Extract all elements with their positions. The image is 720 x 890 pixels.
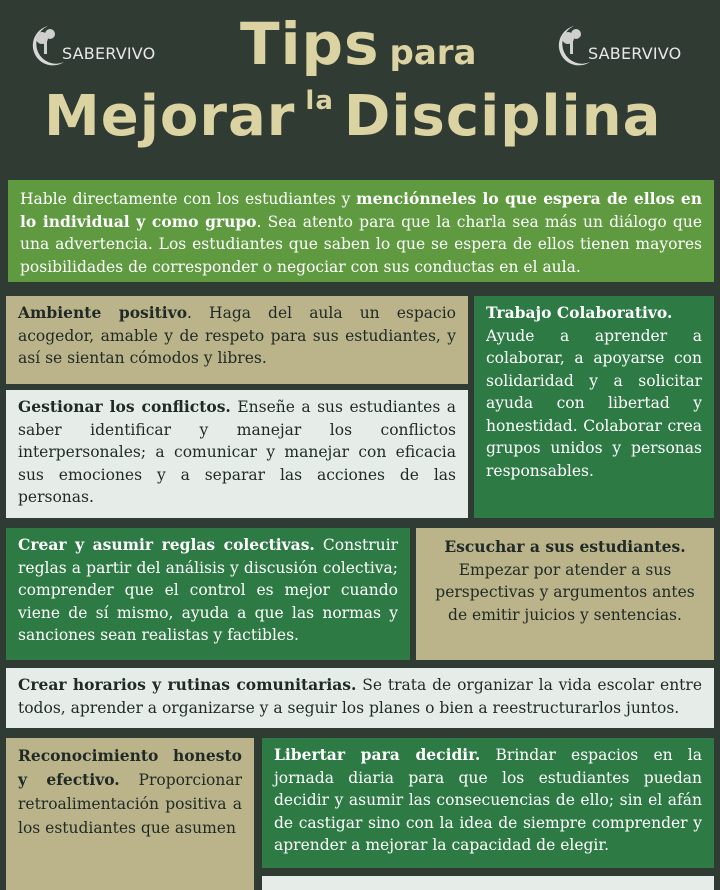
tip-horarios-text: Se trata de organizar la vida escolar entre todos, aprender a organizarse y a seguir los planes o bien a reestructurarlos juntos.	[18, 676, 702, 717]
logo-text: SABERVIVO	[62, 44, 156, 63]
tip-reconocimiento-text: Proporcionar retroalimentación positiva a los estudiantes que asumen	[18, 771, 242, 837]
tip-escuchar	[416, 528, 714, 660]
logo-left	[28, 22, 178, 82]
tip-escuchar-title: Escuchar a sus estudiantes.	[444, 537, 686, 556]
logo-text: SABERVIVO	[588, 44, 682, 63]
page-title-line2	[44, 84, 661, 149]
intro-text-post: . Sea atento para que la charla sea más un diálogo que una advertencia. Los estudiantes que saben lo que se espera de ellos tienen mayores posibilidades de corresponder o negociar con sus conductas en el aula.	[20, 212, 702, 276]
tip-conflictos-text: Enseñe a sus estudiantes a saber identificar y manejar los conflictos interpersonales; a comunicar y manejar con eficacia sus emociones y a separar las acciones de las personas.	[18, 398, 457, 506]
logo-right	[554, 22, 704, 82]
tip-reglas-text: Construir reglas a partir del análisis y discusión colectiva; comprender que el control es mejor cuando viene de sí mismo, ayuda a que las normas y sanciones sean realistas y factibles.	[18, 536, 399, 644]
tip-trabajo-title: Trabajo Colaborativo.	[486, 303, 673, 322]
intro-box	[6, 178, 716, 284]
tip-escuchar-text: Empezar por atender a sus perspectivas y argumentos antes de emitir juicios y sentencias.	[435, 560, 695, 624]
tip-reglas-title: Crear y asumir reglas colectivas.	[18, 535, 315, 554]
title-disciplina: Disciplina	[343, 84, 662, 149]
tip-ambiente-title: Ambiente positivo	[18, 303, 188, 322]
tip-reglas	[6, 528, 410, 660]
tip-ambiente-text: . Haga del aula un espacio acogedor, amable y de respeto para sus estudiantes, y así se sientan cómodos y libres.	[18, 304, 456, 367]
tip-trabajo-text: Ayude a aprender a colaborar, a apoyarse con solidaridad y a solicitar ayuda con libertad y honestidad. Colaborar crea grupos unidos y personas responsables.	[486, 326, 702, 480]
tip-horarios	[6, 668, 714, 728]
tip-reconocimiento	[6, 738, 254, 890]
tip-libertad	[262, 738, 714, 868]
tip-ambiente	[6, 296, 468, 384]
next-box-edge	[262, 876, 714, 890]
page-title-line1	[240, 10, 476, 78]
intro-text-bold: menciónneles lo que espera de ellos en lo individual y como grupo	[20, 189, 702, 231]
title-tips: Tips	[240, 10, 380, 78]
tip-conflictos-title: Gestionar los conflictos.	[18, 397, 231, 416]
title-para: para	[389, 33, 477, 73]
tip-reconocimiento-title: Reconocimiento honesto y efectivo.	[18, 746, 242, 789]
tip-trabajo	[474, 296, 714, 518]
tip-libertad-title: Libertar para decidir.	[274, 745, 481, 764]
title-mejorar: Mejorar	[44, 84, 296, 149]
tip-conflictos	[6, 390, 468, 518]
title-la: la	[305, 86, 334, 116]
intro-text-pre: Hable directamente con los estudiantes y	[20, 190, 357, 208]
tip-horarios-title: Crear horarios y rutinas comunitarias.	[18, 675, 357, 694]
tip-libertad-text: Brindar espacios en la jornada diaria para que los estudiantes puedan decidir y asumir las consecuencias de ello; sin el afán de castigar sino con la idea de siempre comprender y aprender a mejorar la capacidad de elegir.	[274, 746, 703, 854]
